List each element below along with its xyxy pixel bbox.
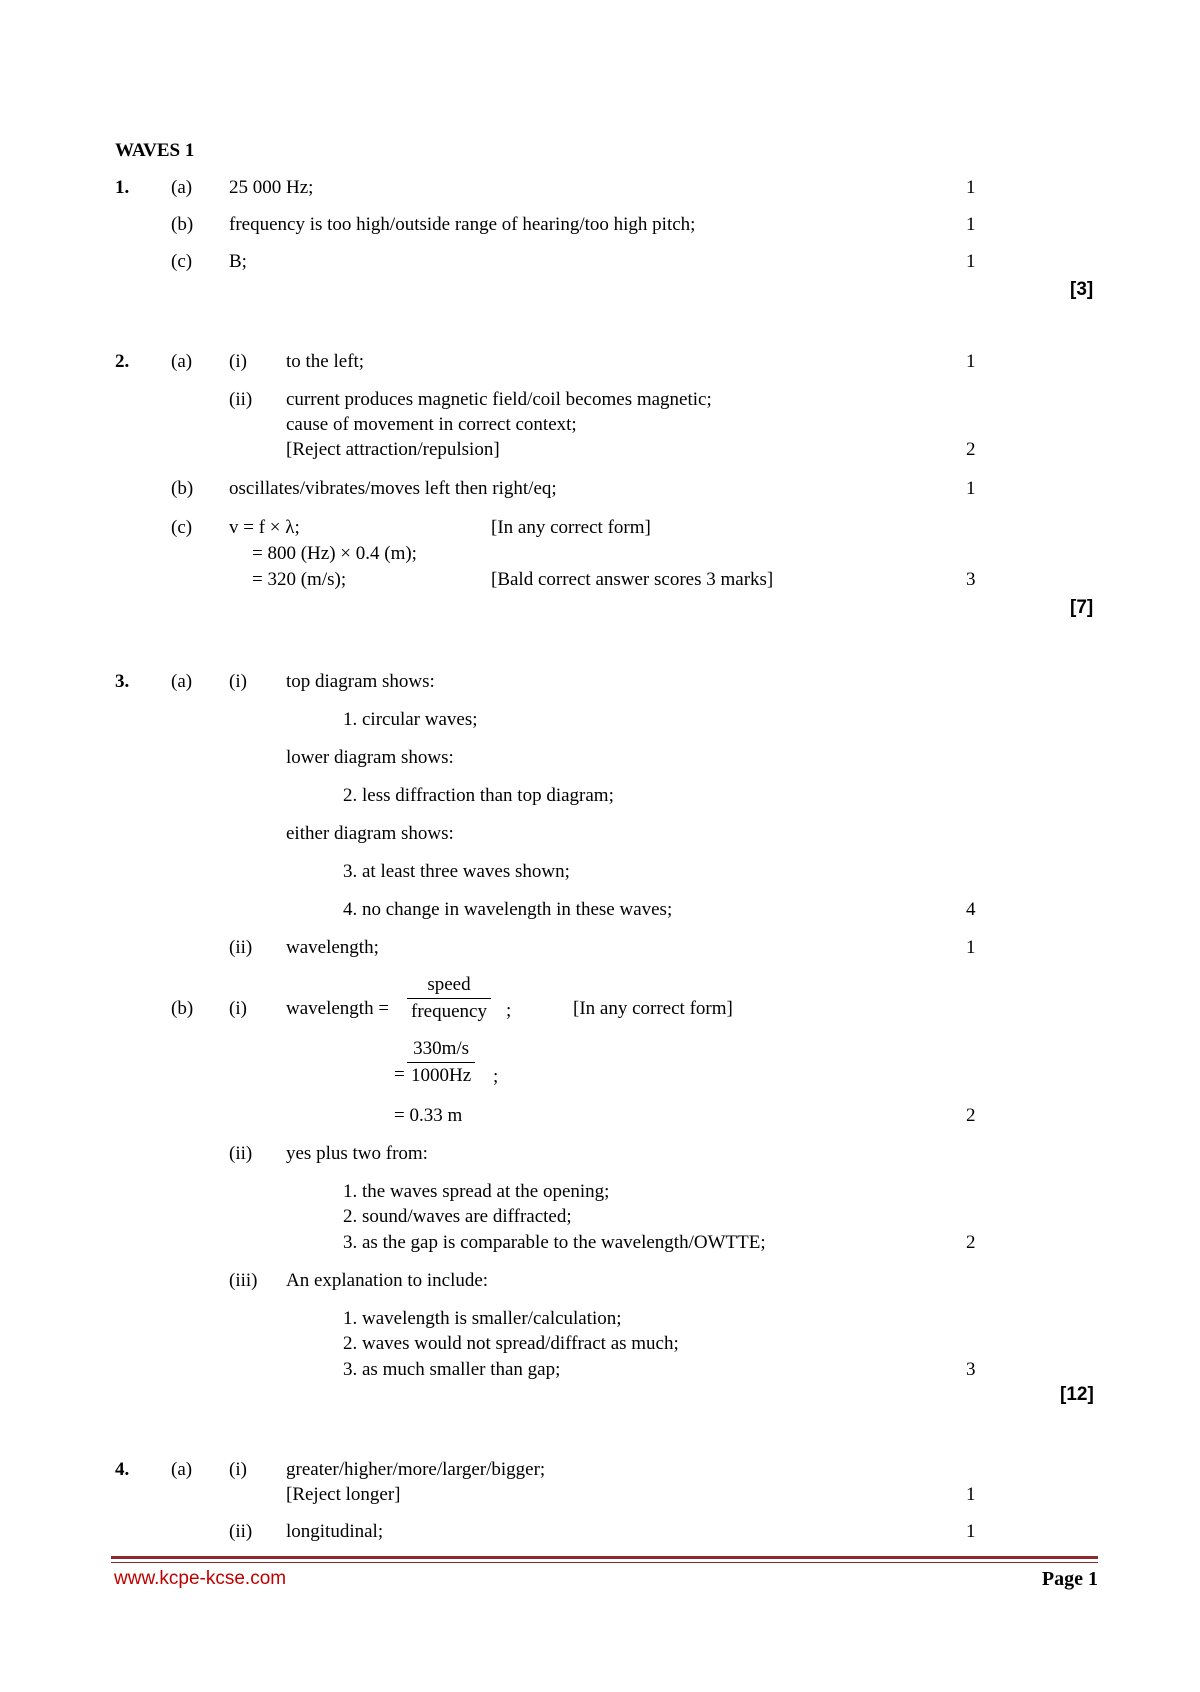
footer-divider-thick [111, 1556, 1098, 1559]
question-number-2: 2. [115, 351, 130, 372]
q3-part-ai-line: 4. no change in wavelength in these waves; [343, 899, 673, 920]
q3-part-bii-line: 3. as the gap is comparable to the wavelength/OWTTE; [343, 1232, 766, 1253]
q4-part-aii-answer: longitudinal; [286, 1521, 384, 1542]
question-number-4: 4. [115, 1459, 130, 1480]
q2-part-c-line: v = f × λ; [229, 517, 300, 538]
q2-total-marks: [7] [1070, 597, 1094, 618]
q3-fraction-330-over-1000 [407, 1038, 475, 1087]
q1-part-c-mark: 1 [966, 251, 976, 272]
q2-part-c-note: [Bald correct answer scores 3 marks] [491, 569, 774, 590]
q3-part-ai-line: lower diagram shows: [286, 747, 454, 768]
q3-part-bii-answer: yes plus two from: [286, 1143, 428, 1164]
q1-part-a-mark: 1 [966, 177, 976, 198]
q3-part-ai-line: 2. less diffraction than top diagram; [343, 785, 614, 806]
q3-part-biii-mark: 3 [966, 1359, 976, 1380]
q4-part-ai-label: (i) [229, 1459, 247, 1480]
q4-part-aii-mark: 1 [966, 1521, 976, 1542]
q4-part-a-label: (a) [171, 1459, 193, 1480]
q3-part-aii-label: (ii) [229, 937, 253, 958]
q3-part-biii-answer: An explanation to include: [286, 1270, 489, 1291]
q3-part-bii-line: 2. sound/waves are diffracted; [343, 1206, 572, 1227]
q2-part-aii-line: [Reject attraction/repulsion] [286, 439, 500, 460]
q4-part-ai-mark: 1 [966, 1484, 976, 1505]
q2-part-aii-mark: 2 [966, 439, 976, 460]
q2-part-aii-line: current produces magnetic field/coil becomes magnetic; [286, 389, 712, 410]
q2-part-b-answer: oscillates/vibrates/moves left then right/eq; [229, 478, 557, 499]
question-number-3: 3. [115, 671, 130, 692]
q3-part-bi-equals: = [394, 1064, 405, 1085]
footer-divider-thin [111, 1562, 1098, 1563]
page-title: WAVES 1 [115, 140, 195, 161]
q3-part-bi-note: [In any correct form] [573, 998, 733, 1019]
q3-part-ai-line: 3. at least three waves shown; [343, 861, 570, 882]
q2-part-ai-answer: to the left; [286, 351, 365, 372]
q2-part-c-note: [In any correct form] [491, 517, 651, 538]
q1-part-b-label: (b) [171, 214, 194, 235]
q3-part-aii-answer: wavelength; [286, 937, 379, 958]
footer-website-link[interactable]: www.kcpe-kcse.com [114, 1568, 287, 1589]
q4-part-ai-line: greater/higher/more/larger/bigger; [286, 1459, 546, 1480]
q3-part-bi-semicolon: ; [493, 1066, 499, 1087]
q3-part-bii-line: 1. the waves spread at the opening; [343, 1181, 610, 1202]
q3-part-ai-line: top diagram shows: [286, 671, 435, 692]
q1-part-c-label: (c) [171, 251, 193, 272]
q3-part-ai-mark: 4 [966, 899, 976, 920]
q3-fraction-speed-over-frequency [407, 974, 491, 1023]
fraction-numerator: 330m/s [407, 1038, 475, 1063]
q3-part-bii-label: (ii) [229, 1143, 253, 1164]
q2-part-b-label: (b) [171, 478, 194, 499]
q1-part-b-answer: frequency is too high/outside range of hearing/too high pitch; [229, 214, 696, 235]
question-number-1: 1. [115, 177, 130, 198]
q2-part-aii-label: (ii) [229, 389, 253, 410]
q2-part-aii-line: cause of movement in correct context; [286, 414, 577, 435]
q2-part-c-line: = 320 (m/s); [252, 569, 347, 590]
q3-part-aii-mark: 1 [966, 937, 976, 958]
q3-part-bii-mark: 2 [966, 1232, 976, 1253]
q3-part-bi-label: (i) [229, 998, 247, 1019]
q4-part-ai-line: [Reject longer] [286, 1484, 401, 1505]
q2-part-c-label: (c) [171, 517, 193, 538]
q3-part-ai-line: either diagram shows: [286, 823, 454, 844]
q2-part-ai-mark: 1 [966, 351, 976, 372]
q2-part-a-label: (a) [171, 351, 193, 372]
q3-total-marks: [12] [1060, 1384, 1094, 1405]
fraction-denominator: 1000Hz [411, 1065, 472, 1086]
q1-part-b-mark: 1 [966, 214, 976, 235]
q3-part-bi-semicolon: ; [506, 1000, 512, 1021]
footer-page-number: Page 1 [1041, 1568, 1098, 1590]
q2-part-ai-label: (i) [229, 351, 247, 372]
q2-part-c-line: = 800 (Hz) × 0.4 (m); [252, 543, 417, 564]
q2-part-b-mark: 1 [966, 478, 976, 499]
q1-part-a-answer: 25 000 Hz; [229, 177, 314, 198]
fraction-denominator: frequency [411, 1001, 487, 1022]
q3-part-b-label: (b) [171, 998, 194, 1019]
fraction-numerator: speed [407, 974, 491, 999]
q3-part-a-label: (a) [171, 671, 193, 692]
q3-part-ai-label: (i) [229, 671, 247, 692]
q4-part-aii-label: (ii) [229, 1521, 253, 1542]
q3-part-biii-line: 1. wavelength is smaller/calculation; [343, 1308, 622, 1329]
q3-part-biii-line: 2. waves would not spread/diffract as much; [343, 1333, 679, 1354]
q3-part-bi-mark: 2 [966, 1105, 976, 1126]
q2-part-c-mark: 3 [966, 569, 976, 590]
q3-part-bi-lhs: wavelength = [286, 998, 390, 1019]
q3-part-ai-line: 1. circular waves; [343, 709, 478, 730]
q1-part-a-label: (a) [171, 177, 193, 198]
q3-part-biii-label: (iii) [229, 1270, 258, 1291]
q1-total-marks: [3] [1070, 279, 1094, 300]
q1-part-c-answer: B; [229, 251, 247, 272]
q3-part-bi-result: = 0.33 m [394, 1105, 463, 1126]
q3-part-biii-line: 3. as much smaller than gap; [343, 1359, 561, 1380]
